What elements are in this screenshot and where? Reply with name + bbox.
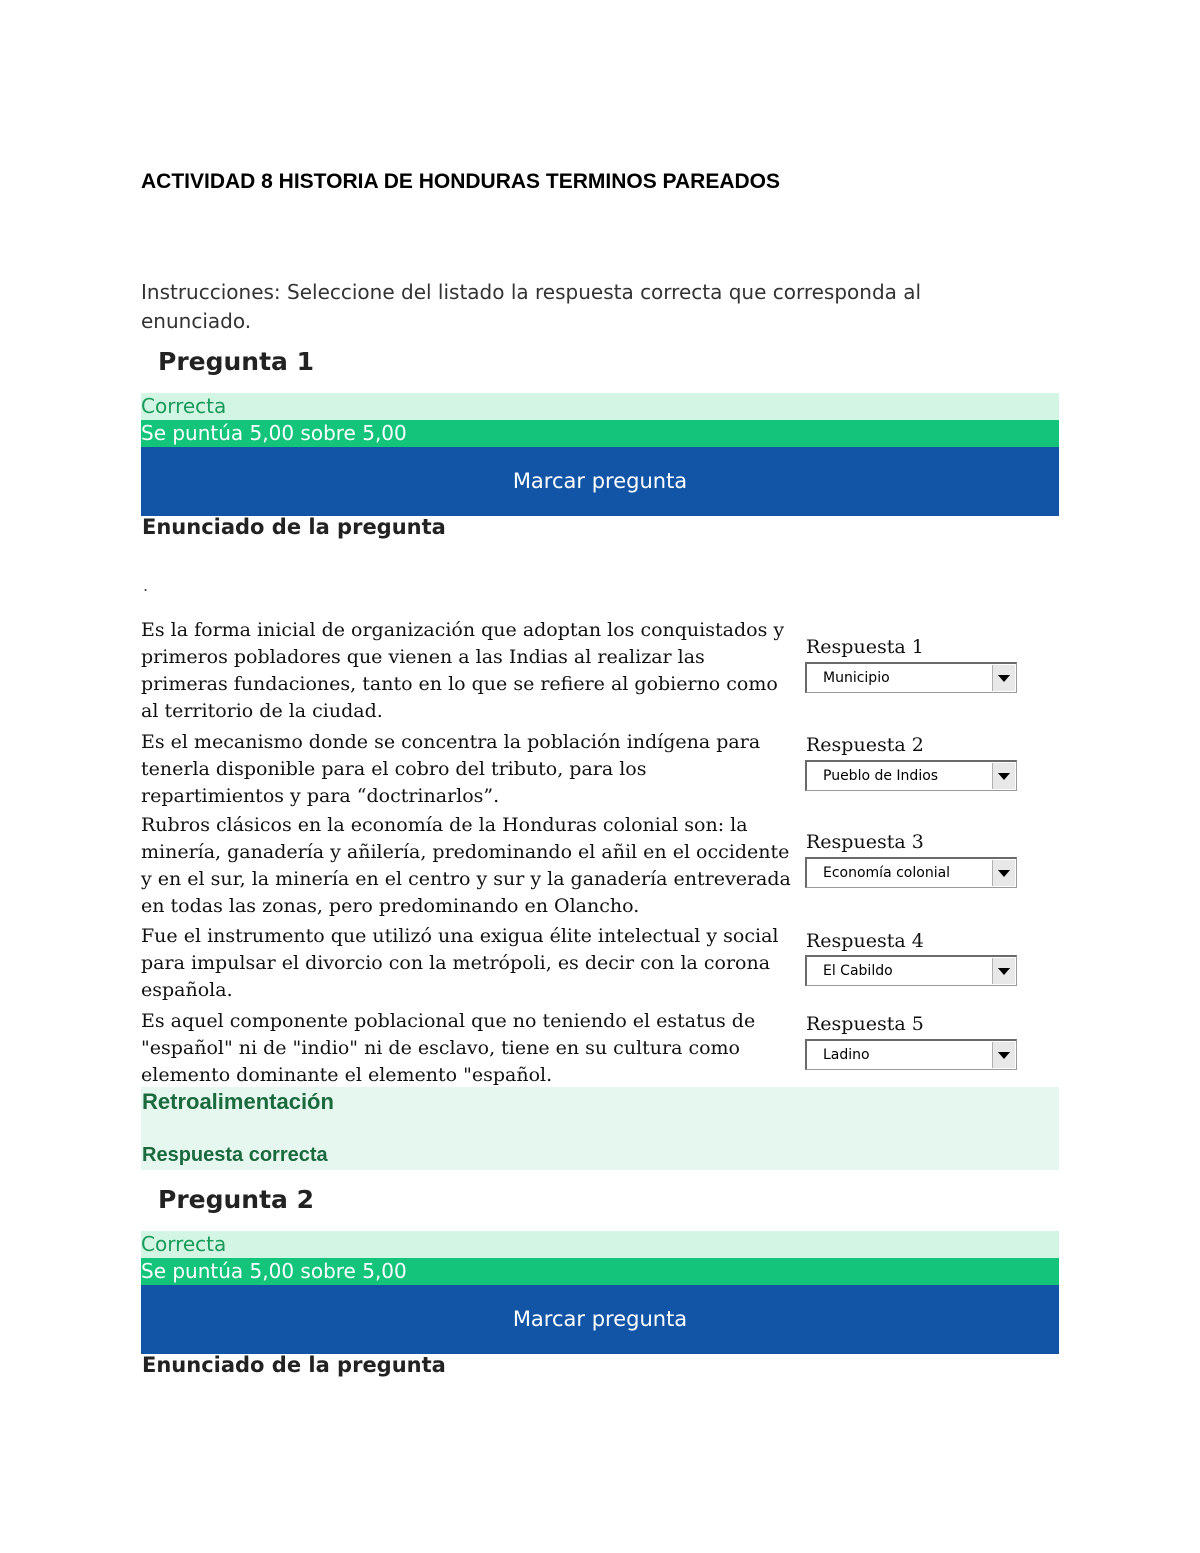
flag-question-2-button[interactable]: Marcar pregunta (141, 1285, 1059, 1354)
answer-1-label: Respuesta 1 (806, 636, 924, 658)
answer-3-select[interactable] (805, 857, 1017, 888)
question-1-state: Correcta (141, 393, 1059, 420)
chevron-down-icon (992, 860, 1015, 886)
statement-2: Es el mecanismo donde se concentra la población indígena para tenerla disponible para el cobro del tributo, para los repartimientos y para “doctrinarlos”. (141, 731, 761, 807)
chevron-down-icon (992, 1042, 1015, 1068)
chevron-down-icon (992, 665, 1015, 691)
answer-2-value: Pueblo de Indios (823, 768, 939, 784)
chevron-down-icon (992, 763, 1015, 789)
answer-2-select[interactable] (805, 760, 1017, 791)
answer-5-label: Respuesta 5 (806, 1013, 924, 1035)
question-2-grade: Se puntúa 5,00 sobre 5,00 (141, 1258, 1059, 1285)
document-title: ACTIVIDAD 8 HISTORIA DE HONDURAS TERMINOS PAREADOS (141, 170, 780, 193)
answer-1-value: Municipio (823, 670, 890, 686)
statement-1: Es la forma inicial de organización que adoptan los conquistados y primeros pobladores que vienen a las Indias al realizar las primeras fundaciones, tanto en lo que se refiere al gobierno como al territorio de la ciudad. (141, 619, 785, 722)
feedback-heading: Retroalimentación (142, 1089, 334, 1114)
answer-5-value: Ladino (823, 1047, 870, 1063)
statement-3: Rubros clásicos en la economía de la Honduras colonial son: la minería, ganadería y añilería, predominando el añil en el occidente y en el sur, la minería en el centro y sur y la ganadería entreverada en todas las zonas, pero predominando en Olancho. (141, 814, 791, 917)
chevron-down-icon (992, 958, 1015, 984)
question-1-title: Pregunta 1 (158, 347, 315, 376)
answer-4-label: Respuesta 4 (806, 930, 924, 952)
answer-2-label: Respuesta 2 (806, 734, 924, 756)
answer-4-value: El Cabildo (823, 963, 893, 979)
question-2-statement-heading: Enunciado de la pregunta (142, 1353, 446, 1377)
answer-1-select[interactable] (805, 662, 1017, 693)
answer-3-value: Economía colonial (823, 865, 951, 881)
flag-question-1-button[interactable]: Marcar pregunta (141, 447, 1059, 516)
separator-dot: . (143, 576, 149, 595)
answer-5-select[interactable] (805, 1039, 1017, 1070)
statement-5: Es aquel componente poblacional que no teniendo el estatus de "español" ni de "indio" ni de esclavo, tiene en su cultura como elemento dominante el elemento "español. (141, 1010, 756, 1086)
statement-4: Fue el instrumento que utilizó una exigua élite intelectual y social para impulsar el divorcio con la metrópoli, es decir con la corona española. (141, 925, 779, 1001)
correct-answer-heading: Respuesta correcta (142, 1144, 328, 1166)
answer-3-label: Respuesta 3 (806, 831, 924, 853)
question-2-state: Correcta (141, 1231, 1059, 1258)
question-1-grade: Se puntúa 5,00 sobre 5,00 (141, 420, 1059, 447)
instructions: Instrucciones: Seleccione del listado la respuesta correcta que corresponda al enunciado. (141, 280, 922, 333)
answer-4-select[interactable] (805, 955, 1017, 986)
feedback-box (141, 1087, 1059, 1170)
question-1-statement-heading: Enunciado de la pregunta (142, 515, 446, 539)
question-2-title: Pregunta 2 (158, 1185, 315, 1214)
